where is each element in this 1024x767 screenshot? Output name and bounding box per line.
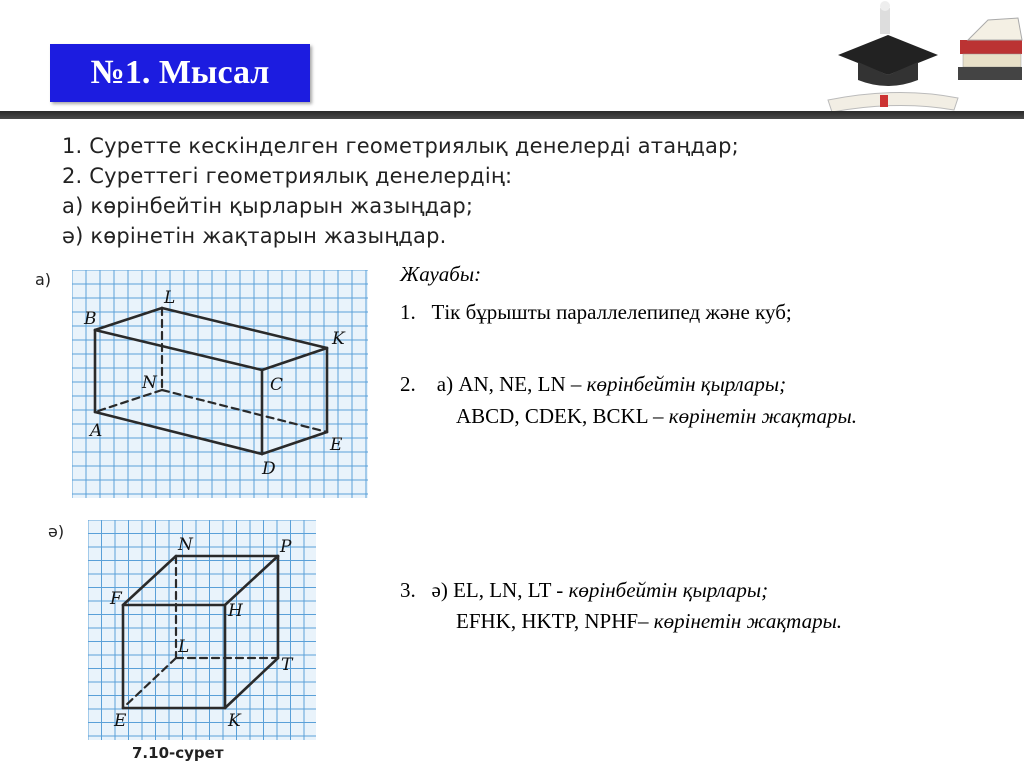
figure-b-cube	[88, 520, 316, 740]
figure-caption: 7.10-сурет	[132, 744, 224, 762]
answer-heading: Жауабы:	[400, 262, 482, 286]
vertex-label: B	[84, 309, 97, 329]
figure-a-parallelepiped	[72, 270, 368, 498]
answer-item-3-line2	[456, 609, 842, 633]
vertex-label: D	[262, 459, 276, 479]
answer-item-1-text: Тік бұрышты параллелепипед және куб;	[431, 300, 792, 324]
vertex-label: L	[178, 637, 190, 657]
vertex-label: A	[90, 421, 103, 441]
figure-b-label: ә)	[48, 522, 65, 541]
answer-item-2	[400, 372, 786, 396]
task-questions	[62, 131, 882, 251]
answer-item-2-italic: көрінбейтін қырлары;	[586, 372, 787, 396]
graduation-books-illustration	[818, 0, 1024, 118]
vertex-label: N	[142, 373, 157, 393]
vertex-label: F	[110, 589, 122, 609]
answer-item-3-text: 3. ә) EL, LN, LT -	[400, 578, 569, 602]
answer-item-3-faces: EFHK, HKTP, NPHF–	[456, 609, 654, 633]
vertex-label: E	[330, 435, 343, 455]
vertex-label: N	[178, 535, 193, 555]
question-line: а) көрінбейтін қырларын жазыңдар;	[62, 194, 474, 218]
answer-item-1	[400, 300, 792, 324]
title-divider	[0, 111, 1024, 119]
vertex-label: K	[332, 329, 345, 349]
figure-a-label: а)	[35, 270, 52, 289]
vertex-label: T	[281, 655, 293, 675]
vertex-label: P	[280, 537, 292, 557]
answer-item-2-line2	[456, 404, 857, 428]
answer-item-2-faces: ABCD, CDEK, BCKL –	[456, 404, 669, 428]
question-line: 2. Суреттегі геометриялық денелердің:	[62, 164, 513, 188]
vertex-label: E	[114, 711, 127, 731]
slide-title: №1. Мысал	[50, 44, 310, 102]
question-line: ә) көрінетін жақтарын жазыңдар.	[62, 224, 447, 248]
vertex-label: L	[164, 288, 176, 308]
answer-item-2-faces-italic: көрінетін жақтары.	[668, 404, 858, 428]
answer-item-2-text: 2. а) AN, NE, LN –	[400, 372, 587, 396]
answer-item-3	[400, 578, 768, 602]
question-line: 1. Суретте кескінделген геометриялық денелерді атаңдар;	[62, 134, 739, 158]
vertex-label: C	[270, 375, 284, 395]
answer-item-3-faces-italic: көрінетін жақтары.	[653, 609, 843, 633]
answer-item-1-number: 1.	[400, 300, 416, 324]
vertex-label: H	[228, 601, 243, 621]
vertex-label: K	[228, 711, 241, 731]
answer-item-3-italic: көрінбейтін қырлары;	[568, 578, 769, 602]
